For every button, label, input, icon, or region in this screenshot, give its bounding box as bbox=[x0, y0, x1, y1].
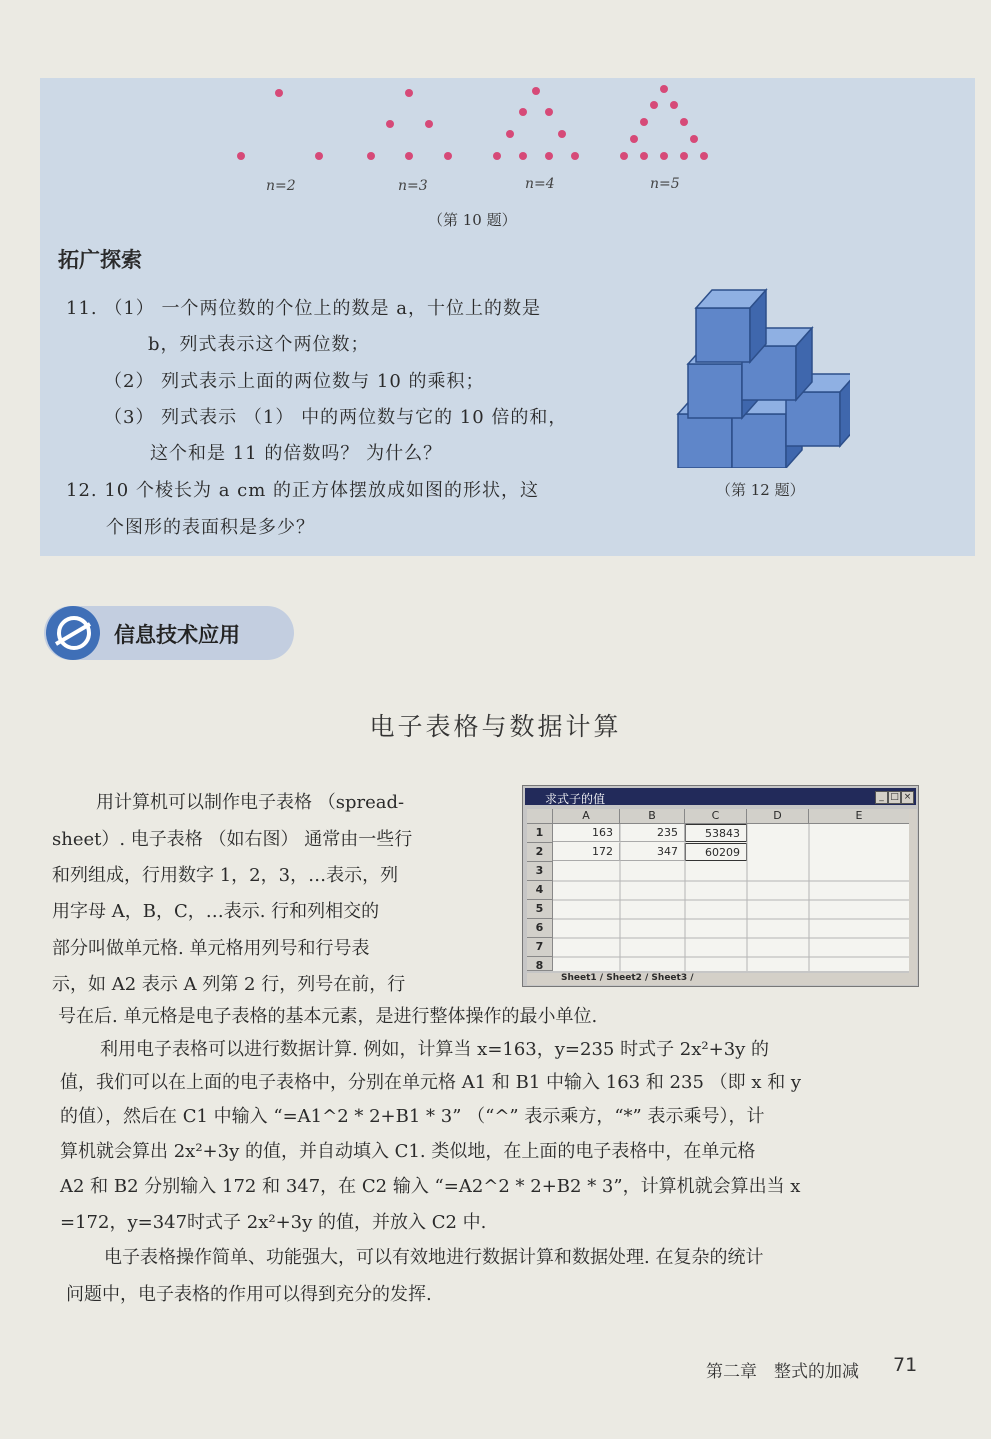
row-header-3[interactable]: 3 bbox=[527, 862, 553, 881]
col-header-d[interactable]: D bbox=[747, 809, 809, 824]
p1-line: 示，如 A2 表示 A 列第 2 行，列号在前，行 bbox=[52, 974, 406, 995]
col-header-b[interactable]: B bbox=[620, 809, 685, 824]
grid-lines bbox=[553, 824, 909, 971]
row-header-1[interactable]: 1 bbox=[527, 824, 553, 843]
label-n2: n=2 bbox=[266, 178, 296, 194]
spreadsheet-grid bbox=[527, 809, 909, 971]
page-number: 71 bbox=[893, 1354, 918, 1376]
col-header-c[interactable]: C bbox=[685, 809, 747, 824]
p2-line: A2 和 B2 分别输入 172 和 347，在 C2 输入 “=A2^2 * 2+B2 * 3”，计算机就会算出当 x bbox=[60, 1176, 801, 1197]
q11-line3: （2） 列式表示上面的两位数与 10 的乘积； bbox=[104, 371, 485, 392]
cell-b2[interactable]: 347 bbox=[620, 843, 685, 861]
cell-a1[interactable]: 163 bbox=[553, 824, 620, 842]
row-header-6[interactable]: 6 bbox=[527, 919, 553, 938]
row-header-2[interactable]: 2 bbox=[527, 843, 553, 862]
vertical-scrollbar[interactable] bbox=[909, 809, 917, 985]
section-heading-expand: 拓广探索 bbox=[58, 248, 142, 272]
minimize-icon[interactable]: _ bbox=[875, 791, 888, 804]
p2-line: =172，y=347时式子 2x²+3y 的值，并放入 C2 中. bbox=[60, 1212, 487, 1233]
spreadsheet-titlebar bbox=[525, 788, 916, 805]
p2-line: 算机就会算出 2x²+3y 的值，并自动填入 C1. 类似地，在上面的电子表格中，在单元格 bbox=[60, 1141, 756, 1162]
q11-line5: 这个和是 11 的倍数吗？ 为什么？ bbox=[150, 443, 443, 464]
q12-line1: 12. 10 个棱长为 a cm 的正方体摆放成如图的形状，这 bbox=[66, 480, 540, 501]
info-tech-icon bbox=[46, 606, 100, 660]
cell-c2[interactable]: 60209 bbox=[685, 843, 747, 861]
cube-stack-figure bbox=[672, 286, 850, 468]
sheet-tabs[interactable] bbox=[527, 973, 909, 985]
article-title: 电子表格与数据计算 bbox=[369, 712, 622, 741]
label-n4: n=4 bbox=[525, 176, 555, 192]
row-header-7[interactable]: 7 bbox=[527, 938, 553, 957]
maximize-icon[interactable]: □ bbox=[888, 791, 901, 804]
col-header-a[interactable]: A bbox=[553, 809, 620, 824]
sheet-tab-list[interactable]: Sheet1 / Sheet2 / Sheet3 / bbox=[561, 973, 694, 983]
p1-line: 和列组成，行用数字 1，2，3，…表示，列 bbox=[52, 865, 399, 886]
figure-12-caption: （第 12 题） bbox=[716, 481, 805, 499]
p2-line: 值，我们可以在上面的电子表格中，分别在单元格 A1 和 B1 中输入 163 和 235 （即 x 和 y bbox=[60, 1072, 802, 1093]
spreadsheet-window bbox=[522, 785, 919, 987]
p3-line: 问题中，电子表格的作用可以得到充分的发挥. bbox=[66, 1284, 432, 1305]
q11-line2: b，列式表示这个两位数； bbox=[148, 334, 370, 355]
cell-c1[interactable]: 53843 bbox=[685, 824, 747, 842]
cell-b1[interactable]: 235 bbox=[620, 824, 685, 842]
label-n5: n=5 bbox=[650, 176, 680, 192]
col-header-e[interactable]: E bbox=[809, 809, 910, 824]
label-n3: n=3 bbox=[398, 178, 428, 194]
p2-line: 利用电子表格可以进行数据计算. 例如，计算当 x=163，y=235 时式子 2x²+3y 的 bbox=[100, 1039, 770, 1060]
row-header-8[interactable]: 8 bbox=[527, 957, 553, 971]
p1-line: sheet）. 电子表格 （如右图） 通常由一些行 bbox=[52, 829, 413, 850]
corner-cell bbox=[527, 809, 553, 824]
p1-line: 号在后. 单元格是电子表格的基本元素，是进行整体操作的最小单位. bbox=[58, 1006, 598, 1027]
q12-line2: 个图形的表面积是多少？ bbox=[106, 517, 315, 538]
p3-line: 电子表格操作简单、功能强大，可以有效地进行数据计算和数据处理. 在复杂的统计 bbox=[104, 1247, 764, 1268]
spreadsheet-title: 求式子的值 bbox=[545, 792, 606, 806]
q11-line4: （3） 列式表示 （1） 中的两位数与它的 10 倍的和， bbox=[104, 407, 568, 428]
row-header-4[interactable]: 4 bbox=[527, 881, 553, 900]
p1-line: 用字母 A，B，C，…表示. 行和列相交的 bbox=[52, 901, 380, 922]
figure-10-caption: （第 10 题） bbox=[428, 211, 517, 229]
cell-a2[interactable]: 172 bbox=[553, 843, 620, 861]
p2-line: 的值），然后在 C1 中输入 “=A1^2 * 2+B1 * 3” （“^” 表示乘方，“*” 表示乘号），计 bbox=[60, 1106, 765, 1127]
close-icon[interactable]: × bbox=[901, 791, 914, 804]
p1-line: 用计算机可以制作电子表格 （spread- bbox=[96, 792, 405, 813]
info-tech-label: 信息技术应用 bbox=[114, 623, 240, 647]
row-header-5[interactable]: 5 bbox=[527, 900, 553, 919]
p1-line: 部分叫做单元格. 单元格用列号和行号表 bbox=[52, 938, 370, 959]
q11-line1: 11. （1） 一个两位数的个位上的数是 a，十位上的数是 bbox=[66, 298, 541, 319]
chapter-footer: 第二章 整式的加减 bbox=[706, 1362, 859, 1382]
